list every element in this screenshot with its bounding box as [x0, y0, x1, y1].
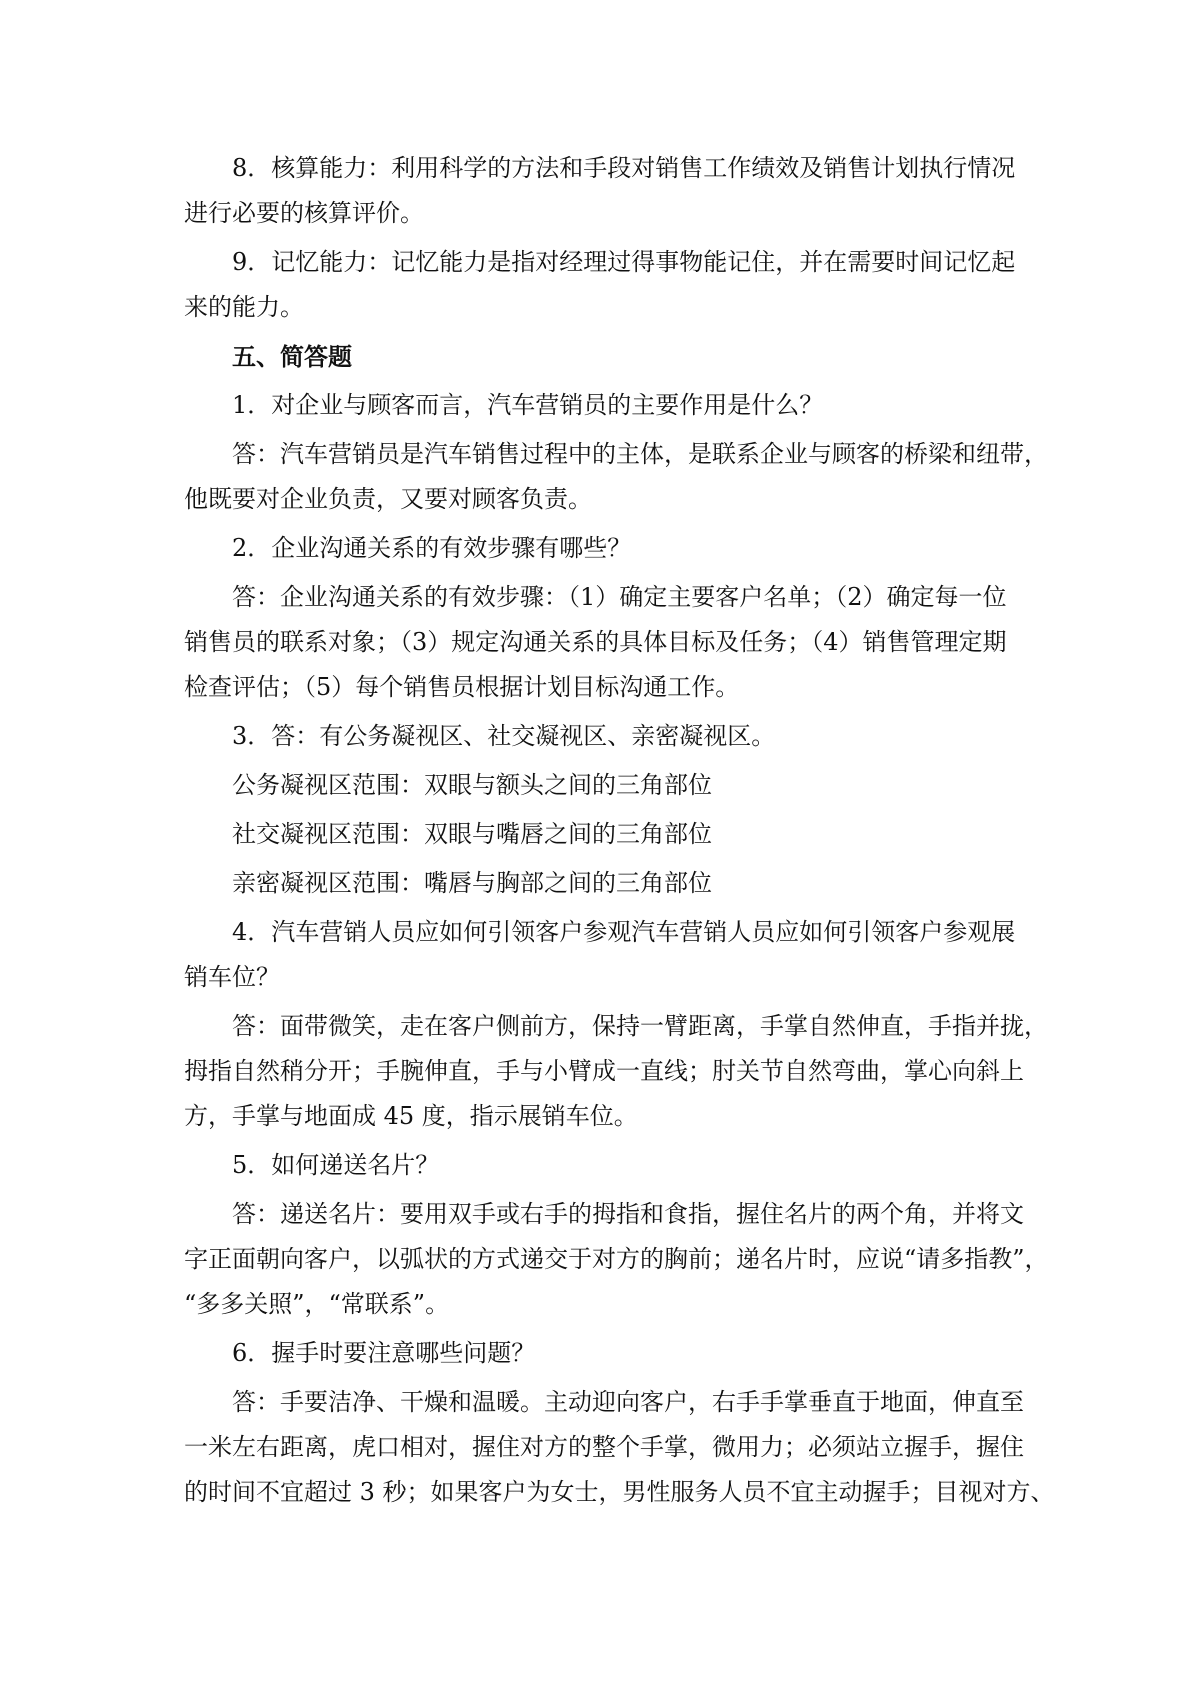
answer-4: [184, 1004, 1048, 1139]
text-line: 答：手要洁净、干燥和温暖。主动迎向客户，右手手掌垂直于地面，伸直至: [232, 1388, 1024, 1416]
item-8-accounting-ability: [184, 146, 1016, 236]
text-line: 6．握手时要注意哪些问题？: [232, 1339, 536, 1367]
text-line: 检查评估；（5）每个销售员根据计划目标沟通工作。: [184, 673, 740, 701]
text-line: 拇指自然稍分开；手腕伸直，手与小臂成一直线；肘关节自然弯曲，掌心向斜上: [184, 1057, 1024, 1085]
answer-2: [184, 575, 1010, 710]
text-line: 社交凝视区范围：双眼与嘴唇之间的三角部位: [232, 820, 712, 848]
answer-5: [184, 1192, 1049, 1327]
answer-3: [184, 714, 1010, 759]
text-line: 字正面朝向客户，以弧状的方式递交于对方的胸前；递名片时，应说“请多指教”，: [184, 1245, 1049, 1273]
text-line: 亲密凝视区范围：嘴唇与胸部之间的三角部位: [232, 869, 712, 897]
answer-6: [184, 1380, 1055, 1515]
text-line: 方，手掌与地面成 45 度，指示展销车位。: [184, 1102, 638, 1130]
answer-3-official-gaze: [184, 763, 1010, 808]
question-1: [184, 383, 1010, 428]
text-line: “多多关照”，“常联系”。: [184, 1290, 450, 1318]
item-9-memory-ability: [184, 240, 1016, 330]
document-body: [184, 146, 1055, 1519]
text-line: 1．对企业与顾客而言，汽车营销员的主要作用是什么？: [232, 391, 824, 419]
text-line: 的时间不宜超过 3 秒；如果客户为女士，男性服务人员不宜主动握手；目视对方、: [184, 1478, 1055, 1506]
text-line: 销售员的联系对象；（3）规定沟通关系的具体目标及任务；（4）销售管理定期: [184, 628, 1007, 656]
answer-3-intimate-gaze: [184, 861, 1010, 906]
section-heading: [184, 334, 1010, 379]
question-2: [184, 526, 1010, 571]
answer-1: [184, 432, 1048, 522]
text-line: 5．如何递送名片？: [232, 1151, 440, 1179]
text-line: 进行必要的核算评价。: [184, 199, 424, 227]
text-line: 2．企业沟通关系的有效步骤有哪些？: [232, 534, 632, 562]
section-title: 五、简答题: [232, 342, 352, 371]
text-line: 答：递送名片：要用双手或右手的拇指和食指，握住名片的两个角，并将文: [232, 1200, 1024, 1228]
text-line: 答：汽车营销员是汽车销售过程中的主体，是联系企业与顾客的桥梁和纽带，: [232, 440, 1048, 468]
question-4: [184, 910, 1016, 1000]
text-line: 销车位？: [184, 963, 280, 991]
text-line: 答：面带微笑，走在客户侧前方，保持一臂距离，手掌自然伸直，手指并拢，: [232, 1012, 1048, 1040]
text-line: 公务凝视区范围：双眼与额头之间的三角部位: [232, 771, 712, 799]
question-6: [184, 1331, 1010, 1376]
answer-3-social-gaze: [184, 812, 1010, 857]
text-line: 9．记忆能力：记忆能力是指对经理过得事物能记住，并在需要时间记忆起: [232, 248, 1016, 276]
text-line: 3．答：有公务凝视区、社交凝视区、亲密凝视区。: [232, 722, 776, 750]
text-line: 8．核算能力：利用科学的方法和手段对销售工作绩效及销售计划执行情况: [232, 154, 1016, 182]
text-line: 答：企业沟通关系的有效步骤：（1）确定主要客户名单；（2）确定每一位: [232, 583, 1007, 611]
text-line: 4．汽车营销人员应如何引领客户参观汽车营销人员应如何引领客户参观展: [232, 918, 1016, 946]
text-line: 来的能力。: [184, 293, 304, 321]
text-line: 他既要对企业负责，又要对顾客负责。: [184, 485, 592, 513]
question-5: [184, 1143, 1010, 1188]
text-line: 一米左右距离，虎口相对，握住对方的整个手掌，微用力；必须站立握手，握住: [184, 1433, 1024, 1461]
